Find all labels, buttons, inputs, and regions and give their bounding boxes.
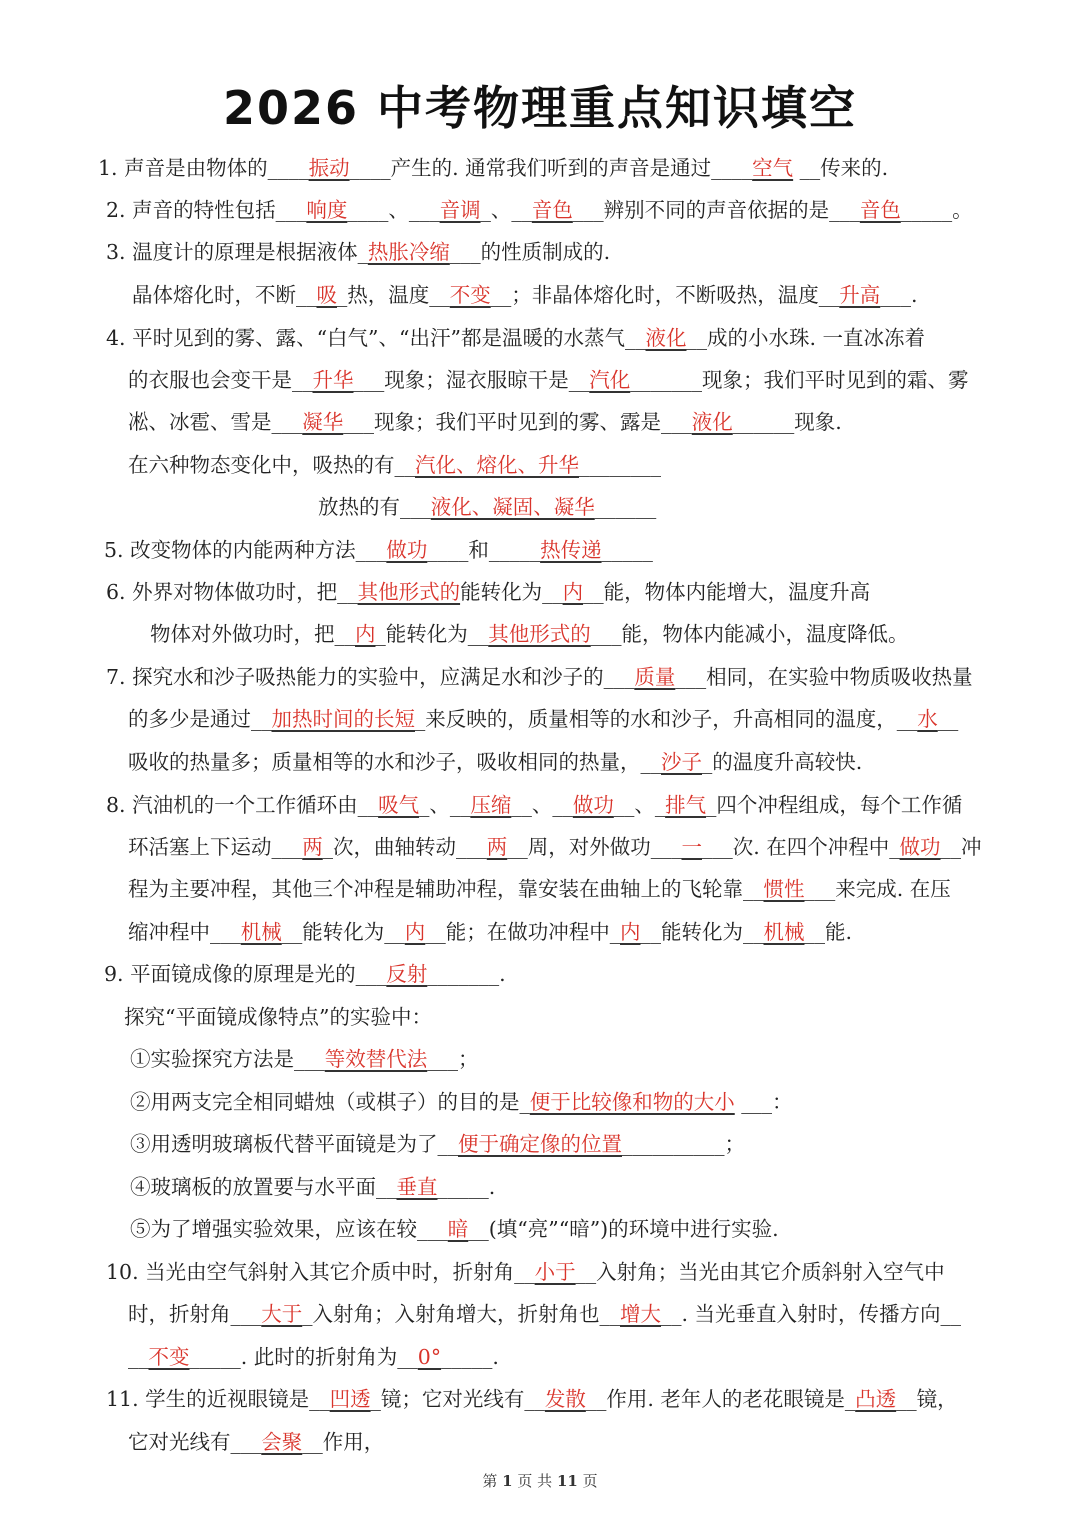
question-text: 程为主要冲程，其他三个冲程是辅助冲程，靠安装在曲轴上的飞轮靠__ — [128, 877, 764, 901]
text-line — [128, 1299, 961, 1329]
question-text: 1. 声音是由物体的____ — [98, 156, 309, 180]
text-line — [318, 492, 656, 522]
text-line — [98, 153, 888, 183]
answer-text: 空气 — [752, 156, 794, 180]
answer-text: 便于比较像和物的大小 — [529, 1090, 735, 1114]
question-text: __能转化为__ — [640, 920, 764, 944]
answer-text: 响度 — [306, 198, 348, 222]
question-text: ___. — [880, 283, 918, 307]
question-text: ___次. 在四个冲程中_ — [702, 835, 900, 859]
question-text: ②用两支完全相同蜡烛（或棋子）的目的是_ — [130, 1090, 530, 1114]
page-footer — [0, 1470, 1080, 1491]
text-line — [128, 874, 951, 904]
question-text: 8. 汽油机的一个工作循环由__ — [106, 793, 379, 817]
question-text: 11. 学生的近视眼镜是__ — [106, 1387, 330, 1411]
text-line — [104, 535, 653, 565]
question-text: _次，曲轴转动___ — [322, 835, 487, 859]
question-text: _的温度升高较快. — [702, 750, 863, 774]
question-text: _、__ — [480, 198, 532, 222]
answer-text: 排气 — [665, 793, 707, 817]
answer-text: 反射 — [386, 962, 428, 986]
question-text: __能，物体内能增大，温度升高 — [583, 580, 871, 604]
question-text: ④玻璃板的放置要与水平面__ — [130, 1175, 397, 1199]
question-text: 7. 探究水和沙子吸热能力的实验中，应满足水和沙子的___ — [106, 665, 635, 689]
question-text: 物体对外做功时，把__ — [150, 622, 355, 646]
question-text: ____和_____ — [427, 538, 541, 562]
answer-text: 内 — [562, 580, 584, 604]
question-text: _、__ — [419, 793, 471, 817]
question-text: 9. 平面镜成像的原理是光的___ — [104, 962, 387, 986]
question-text: _热，温度__ — [337, 283, 450, 307]
question-text: 缩冲程中___ — [128, 920, 241, 944]
text-line — [106, 323, 925, 353]
answer-text: 大于 — [261, 1302, 303, 1326]
footer-total-pages: 11 — [556, 1472, 578, 1490]
text-line — [106, 1384, 958, 1414]
question-text: __ — [937, 707, 959, 731]
answer-text: 内 — [404, 920, 426, 944]
answer-text: 一 — [681, 835, 702, 859]
text-line — [150, 619, 909, 649]
question-text: __入射角；当光由其它介质斜射入空气中 — [575, 1260, 945, 1284]
question-text: ______现象. — [732, 410, 842, 434]
question-text: __周，对外做功___ — [507, 835, 682, 859]
answer-text: 做功 — [386, 538, 428, 562]
text-line — [106, 577, 870, 607]
text-line — [106, 662, 973, 692]
question-text: _____。 — [900, 198, 973, 222]
text-line — [128, 832, 982, 862]
answer-text: 小于 — [534, 1260, 576, 1284]
text-line — [128, 365, 969, 395]
question-text: ___现象；湿衣服晾干是__ — [353, 368, 590, 392]
answer-text: 吸 — [316, 283, 337, 307]
question-text: __传来的. — [793, 156, 889, 180]
answer-text: 振动 — [308, 156, 350, 180]
text-line — [128, 1342, 499, 1372]
answer-text: 凝华 — [302, 410, 344, 434]
answer-text: 音调 — [439, 198, 481, 222]
text-line — [130, 1172, 495, 1202]
question-text: 吸收的热量多；质量相等的水和沙子，吸收相同的热量，__ — [128, 750, 661, 774]
question-text: _能转化为__ — [375, 622, 489, 646]
question-text: 能转化为__ — [460, 580, 563, 604]
text-line — [106, 237, 610, 267]
question-text: _来反映的，质量相等的水和沙子，升高相同的温度，__ — [415, 707, 918, 731]
question-text: 晶体熔化时，不断__ — [132, 283, 317, 307]
question-text: ___来完成. 在压 — [804, 877, 951, 901]
answer-text: 暗 — [447, 1217, 469, 1241]
question-text: __能；在做功冲程中_ — [425, 920, 620, 944]
answer-text: 热传递 — [540, 538, 602, 562]
question-text: ___； — [427, 1047, 479, 1071]
question-text: _镜；它对光线有__ — [370, 1387, 545, 1411]
answer-text: 会聚 — [261, 1430, 303, 1454]
answer-text: 液化 — [645, 326, 687, 350]
question-text: ____产生的. 通常我们听到的声音是通过____ — [349, 156, 753, 180]
question-text: _入射角；入射角增大，折射角也__ — [302, 1302, 620, 1326]
question-text: ___辨别不同的声音依据的是___ — [572, 198, 860, 222]
question-text: ___： — [734, 1090, 793, 1114]
answer-text: 加热时间的长短 — [271, 707, 415, 731]
question-text: 的多少是通过__ — [128, 707, 272, 731]
question-text: 3. 温度计的原理是根据液体_ — [106, 240, 368, 264]
answer-text: 等效替代法 — [324, 1047, 428, 1071]
text-line — [128, 704, 958, 734]
text-line — [128, 1427, 384, 1457]
question-text: _____ — [601, 538, 653, 562]
answer-text: 做功 — [572, 793, 614, 817]
answer-text: 不变 — [449, 283, 491, 307]
question-text: 时，折射角___ — [128, 1302, 262, 1326]
answer-text: 音色 — [531, 198, 573, 222]
question-text: __成的小水珠. 一直冰冻着 — [686, 326, 926, 350]
text-line — [130, 1129, 745, 1159]
question-text: ___的性质制成的. — [449, 240, 611, 264]
answer-text: 凸透 — [855, 1387, 897, 1411]
footer-middle: 页 共 — [517, 1472, 553, 1490]
footer-suffix: 页 — [582, 1472, 598, 1490]
question-text: __作用. 老年人的老花眼镜是_ — [585, 1387, 856, 1411]
answer-text: 机械 — [763, 920, 805, 944]
text-line — [128, 407, 842, 437]
answer-text: 两 — [486, 835, 508, 859]
answer-text: 0° — [417, 1345, 442, 1369]
footer-page-number: 1 — [502, 1472, 513, 1490]
answer-text: 水 — [917, 707, 938, 731]
question-text: ___相同，在实验中物质吸收热量 — [675, 665, 973, 689]
question-text: __能. — [804, 920, 853, 944]
text-line — [124, 1002, 432, 1032]
answer-text: 吸气 — [378, 793, 420, 817]
question-text: __________； — [622, 1132, 745, 1156]
question-text: _四个冲程组成，每个工作循 — [706, 793, 963, 817]
answer-text: 不变 — [148, 1345, 190, 1369]
question-text: __；非晶体熔化时，不断吸热，温度__ — [490, 283, 840, 307]
answer-text: 压缩 — [470, 793, 512, 817]
answer-text: 其他形式的 — [357, 580, 461, 604]
footer-prefix: 第 — [482, 1472, 498, 1490]
question-text: 它对光线有___ — [128, 1430, 262, 1454]
answer-text: 汽化、熔化、升华 — [415, 453, 579, 477]
question-text: ___现象；我们平时见到的雾、露是___ — [343, 410, 692, 434]
question-text: __、__ — [511, 793, 573, 817]
question-text: __作用， — [302, 1430, 385, 1454]
text-line — [132, 280, 918, 310]
answer-text: 液化 — [691, 410, 733, 434]
question-text: 6. 外界对物体做功时，把__ — [106, 580, 358, 604]
answer-text: 升高 — [839, 283, 881, 307]
text-line — [130, 1214, 779, 1244]
text-line — [128, 747, 862, 777]
answer-text: 汽化 — [589, 368, 631, 392]
answer-text: 内 — [355, 622, 376, 646]
question-text: __. 当光垂直入射时，传播方向__ — [661, 1302, 962, 1326]
question-text: ③用透明玻璃板代替平面镜是为了__ — [130, 1132, 458, 1156]
question-text: _____. — [441, 1345, 499, 1369]
answer-text: 垂直 — [396, 1175, 438, 1199]
page-title: 2026 中考物理重点知识填空 — [222, 81, 858, 135]
question-text: 凇、冰雹、雪是___ — [128, 410, 303, 434]
answer-text: 沙子 — [661, 750, 702, 774]
question-text: _______. — [427, 962, 506, 986]
question-text: 5. 改变物体的内能两种方法___ — [104, 538, 387, 562]
question-text: 在六种物态变化中，吸热的有__ — [128, 453, 415, 477]
answer-text: 质量 — [634, 665, 676, 689]
question-text: 4. 平时见到的雾、露、“白气”、“出汗”都是温暖的水蒸气__ — [106, 326, 646, 350]
answer-text: 内 — [620, 920, 641, 944]
question-text: _____. 此时的折射角为__ — [189, 1345, 418, 1369]
answer-text: 增大 — [620, 1302, 661, 1326]
answer-text: 热胀冷缩 — [367, 240, 450, 264]
question-text: 环活塞上下运动___ — [128, 835, 303, 859]
answer-text: 音色 — [859, 198, 901, 222]
answer-text: 惯性 — [763, 877, 805, 901]
text-line — [130, 1087, 793, 1117]
text-line — [104, 959, 506, 989]
question-text: ______ — [594, 495, 657, 519]
question-text: __、_ — [613, 793, 666, 817]
question-text: _____. — [437, 1175, 496, 1199]
question-text: 2. 声音的特性包括___ — [106, 198, 307, 222]
answer-text: 升华 — [312, 368, 354, 392]
question-text: 10. 当光由空气斜射入其它介质中时，折射角__ — [106, 1260, 535, 1284]
text-line — [128, 450, 661, 480]
text-line — [106, 1257, 945, 1287]
answer-text: 其他形式的 — [488, 622, 591, 646]
question-text: ____、___ — [347, 198, 440, 222]
question-text: ___能，物体内能减小，温度降低。 — [590, 622, 909, 646]
text-line — [130, 1044, 479, 1074]
question-text: 放热的有___ — [318, 495, 431, 519]
question-text: _______现象；我们平时见到的霜、雾 — [630, 368, 969, 392]
answer-text: 机械 — [240, 920, 282, 944]
question-text: __冲 — [940, 835, 982, 859]
question-text: __(填“亮”“暗”)的环境中进行实验. — [468, 1217, 779, 1241]
answer-text: 液化、凝固、凝华 — [430, 495, 595, 519]
question-text: __ — [128, 1345, 149, 1369]
answer-text: 发散 — [544, 1387, 586, 1411]
question-text: 探究“平面镜成像特点”的实验中： — [124, 1005, 432, 1029]
text-line — [106, 790, 962, 820]
answer-text: 做功 — [899, 835, 941, 859]
question-text: __镜， — [896, 1387, 958, 1411]
question-text: ⑤为了增强实验效果，应该在较___ — [130, 1217, 448, 1241]
question-text: 的衣服也会变干是__ — [128, 368, 313, 392]
question-text: ________ — [579, 453, 661, 477]
text-line — [128, 917, 852, 947]
answer-text: 凹透 — [329, 1387, 371, 1411]
question-text: ①实验探究方法是___ — [130, 1047, 325, 1071]
text-line — [106, 195, 973, 225]
question-text: __能转化为__ — [281, 920, 405, 944]
answer-text: 便于确定像的位置 — [458, 1132, 622, 1156]
answer-text: 两 — [302, 835, 323, 859]
